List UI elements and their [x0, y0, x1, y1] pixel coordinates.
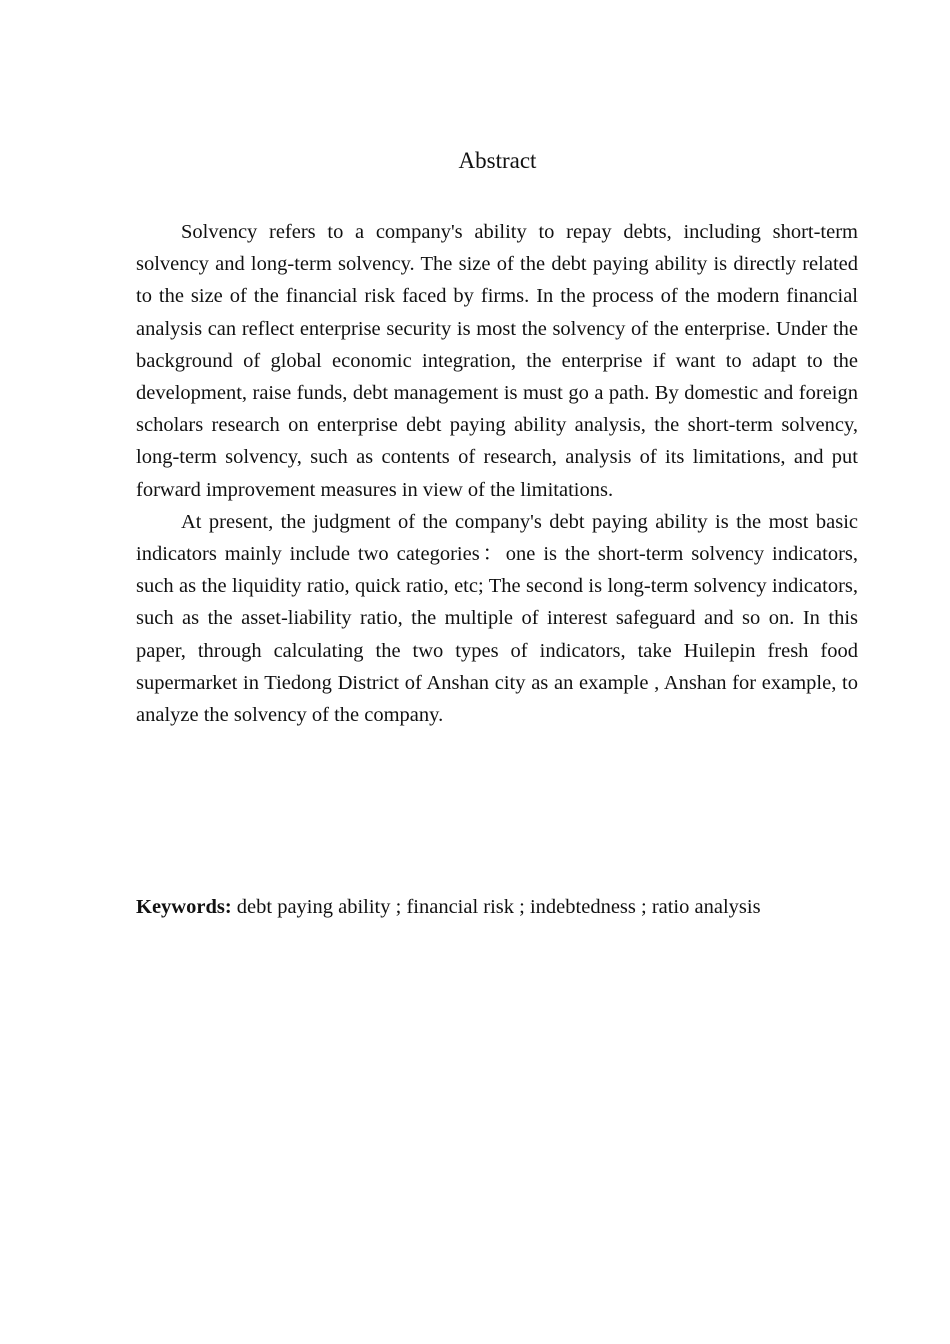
keywords-list: debt paying ability ; financial risk ; indebtedness ; ratio analysis: [231, 896, 761, 918]
abstract-paragraph-2: At present, the judgment of the company's debt paying ability is the most basic indicators mainly include two categories：one is the short-term solvency indicators, such as the liquidity ratio, quick ratio, etc; The second is long-term solvency indicators, such as the asset-liability ratio, the multiple of interest safeguard and so on. In this paper, through calculating the two types of indicators, take Huilepin fresh food supermarket in Tiedong District of Anshan city as an example , Anshan for example, to analyze the solvency of the company.: [136, 510, 858, 727]
abstract-body: [136, 216, 858, 731]
keywords-line: [136, 892, 858, 922]
abstract-title: Abstract: [458, 148, 537, 173]
keywords-label: Keywords:: [136, 896, 232, 918]
abstract-paragraph-1: Solvency refers to a company's ability to repay debts, including short-term solvency and long-term solvency. The size of the debt paying ability is directly related to the size of the financial risk faced by firms. In the process of the modern financial analysis can reflect enterprise security is most the solvency of the enterprise. Under the background of global economic integration, the enterprise if want to adapt to the development, raise funds, debt management is must go a path. By domestic and foreign scholars research on enterprise debt paying ability analysis, the short-term solvency, long-term solvency, such as contents of research, analysis of its limitations, and put forward improvement measures in view of the limitations.: [136, 221, 858, 501]
